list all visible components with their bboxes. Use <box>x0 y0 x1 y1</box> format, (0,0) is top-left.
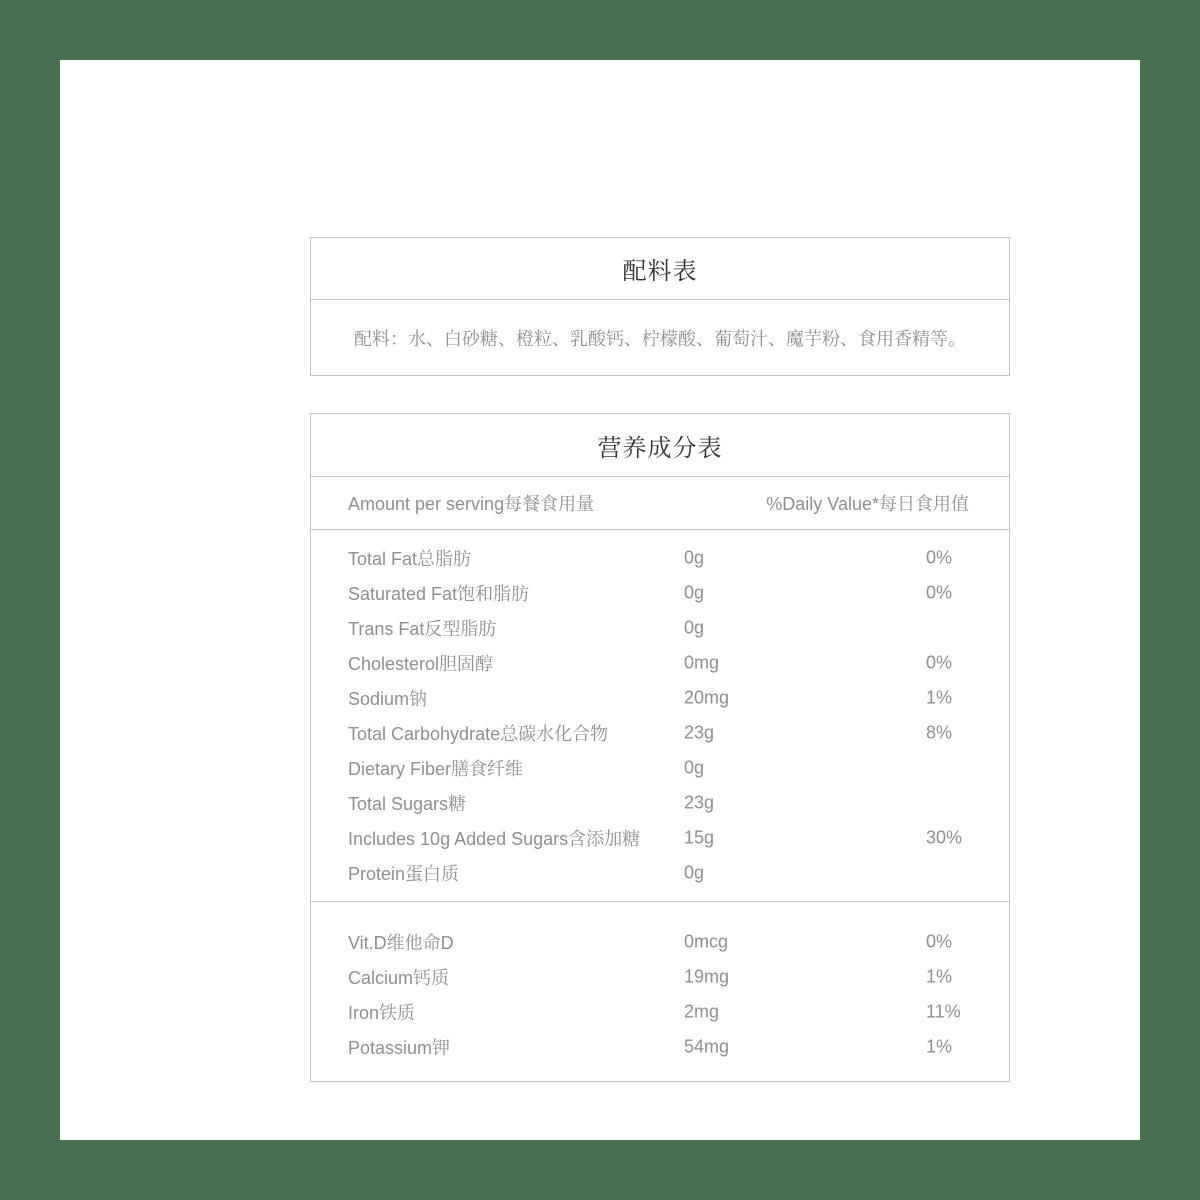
nutrient-amount: 2mg <box>684 1001 720 1021</box>
nutrition-row <box>311 994 1009 1029</box>
nutrition-row <box>311 575 1009 610</box>
nutrient-daily-value: 11% <box>926 1001 961 1021</box>
ingredients-box <box>310 237 1010 376</box>
nutrition-row <box>311 540 1009 575</box>
nutrition-row <box>311 785 1009 820</box>
nutrient-amount: 54mg <box>684 1036 730 1056</box>
nutrient-amount: 23g <box>684 792 715 812</box>
nutrition-row <box>311 610 1009 645</box>
nutrient-daily-value: 0% <box>926 582 953 602</box>
nutrition-row <box>311 715 1009 750</box>
nutrition-header-row <box>311 477 1009 530</box>
content-panel <box>60 60 1140 1140</box>
ingredients-content: 配料：水、白砂糖、橙粒、乳酸钙、柠檬酸、葡萄汁、魔芋粉、食用香精等。 <box>354 328 966 349</box>
nutrient-daily-value: 8% <box>926 722 953 742</box>
nutrient-daily-value: 0% <box>926 931 953 951</box>
nutrition-row <box>311 959 1009 994</box>
nutrient-amount: 20mg <box>684 687 730 707</box>
nutrient-label: Includes 10g Added Sugars含添加糖 <box>348 828 641 849</box>
nutrition-row <box>311 680 1009 715</box>
nutrient-amount: 0mg <box>684 652 720 672</box>
nutrient-daily-value: 1% <box>926 687 953 707</box>
nutrient-daily-value: 0% <box>926 652 953 672</box>
nutrient-label: Cholesterol胆固醇 <box>348 653 494 674</box>
nutrient-label: Sodium钠 <box>348 688 428 709</box>
nutrition-title: 营养成分表 <box>311 414 1009 477</box>
nutrition-main-rows <box>311 530 1009 902</box>
nutrient-amount: 23g <box>684 722 715 742</box>
nutrient-label: Calcium钙质 <box>348 967 450 988</box>
nutrient-label: Saturated Fat饱和脂肪 <box>348 583 530 604</box>
nutrition-vitamin-rows <box>311 902 1009 1064</box>
nutrition-facts-box <box>310 413 1010 1082</box>
nutrient-daily-value: 1% <box>926 1036 953 1056</box>
nutrient-amount: 19mg <box>684 966 730 986</box>
nutrient-label: Trans Fat反型脂肪 <box>348 618 497 639</box>
nutrient-amount: 0g <box>684 582 705 602</box>
nutrient-label: Potassium钾 <box>348 1037 451 1058</box>
header-amount-per-serving: Amount per serving每餐食用量 <box>348 494 595 514</box>
nutrition-row <box>311 924 1009 959</box>
nutrient-label: Iron铁质 <box>348 1002 416 1023</box>
nutrient-label: Dietary Fiber膳食纤维 <box>348 758 524 779</box>
nutrition-row <box>311 1029 1009 1064</box>
nutrient-label: Total Sugars糖 <box>348 793 467 814</box>
nutrition-row <box>311 855 1009 890</box>
header-daily-value: %Daily Value*每日食用值 <box>766 494 969 514</box>
ingredients-title: 配料表 <box>311 238 1009 300</box>
nutrient-daily-value: 30% <box>926 827 963 847</box>
nutrient-amount: 0g <box>684 757 705 777</box>
nutrient-daily-value: 0% <box>926 547 953 567</box>
nutrition-row <box>311 645 1009 680</box>
nutrition-row <box>311 750 1009 785</box>
nutrition-row <box>311 820 1009 855</box>
nutrient-amount: 0g <box>684 617 705 637</box>
nutrient-amount: 15g <box>684 827 715 847</box>
nutrient-amount: 0mcg <box>684 931 729 951</box>
nutrient-label: Total Carbohydrate总碳水化合物 <box>348 723 609 744</box>
nutrient-amount: 0g <box>684 547 705 567</box>
nutrient-amount: 0g <box>684 862 705 882</box>
nutrient-daily-value: 1% <box>926 966 953 986</box>
nutrient-label: Total Fat总脂肪 <box>348 548 472 569</box>
nutrient-label: Protein蛋白质 <box>348 863 460 884</box>
nutrient-label: Vit.D维他命D <box>348 932 454 953</box>
